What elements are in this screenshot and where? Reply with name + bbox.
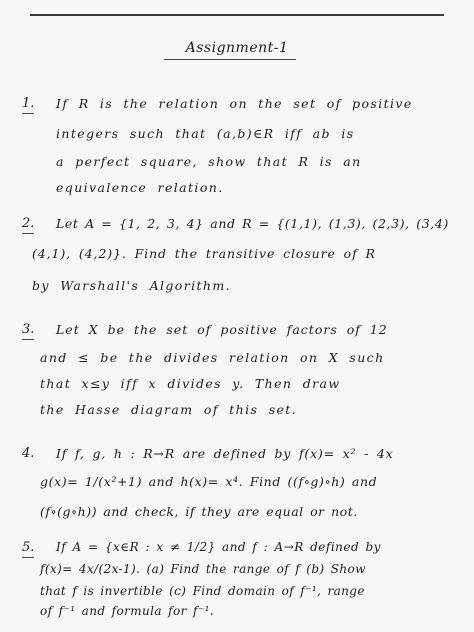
page-title: Assignment-1 bbox=[185, 40, 289, 56]
question-number: 5. bbox=[22, 540, 35, 555]
question-text-line: by Warshall's Algorithm. bbox=[32, 278, 231, 293]
question-text-line: Let A = {1, 2, 3, 4} and R = {(1,1), (1,3), (2,3), (3,4) bbox=[56, 216, 449, 231]
question-text-line: f(x)= 4x/(2x-1). (a) Find the range of f (b) Show bbox=[40, 562, 366, 576]
question-text-line: the Hasse diagram of this set. bbox=[40, 402, 298, 417]
question-number-underline bbox=[22, 233, 34, 234]
question-text-line: g(x)= 1/(x²+1) and h(x)= x⁴. Find ((f∘g)∘h) and bbox=[40, 474, 378, 489]
question-text-line: equivalence relation. bbox=[56, 180, 224, 195]
question-text-line: If R is the relation on the set of positive bbox=[56, 96, 413, 111]
question-text-line: (f∘(g∘h)) and check, if they are equal or not. bbox=[40, 504, 358, 519]
question-text-line: and ≤ be the divides relation on X such bbox=[40, 350, 385, 365]
question-number: 2. bbox=[22, 216, 35, 231]
question-text-line: of f⁻¹ and formula for f⁻¹. bbox=[40, 604, 214, 618]
question-text-line: that x≤y iff x divides y. Then draw bbox=[40, 376, 341, 391]
question-number-underline bbox=[22, 339, 34, 340]
question-number: 4. bbox=[22, 446, 35, 461]
question-text-line: Let X be the set of positive factors of 12 bbox=[56, 322, 388, 337]
question-text-line: If f, g, h : R→R are defined by f(x)= x² - 4x bbox=[56, 446, 394, 461]
question-number: 1. bbox=[22, 96, 35, 111]
question-text-line: that f is invertible (c) Find domain of f⁻¹, range bbox=[40, 584, 365, 598]
question-text-line: integers such that (a,b)∈R iff ab is bbox=[56, 126, 355, 141]
top-border-line bbox=[30, 14, 444, 16]
question-text-line: (4,1), (4,2)}. Find the transitive closure of R bbox=[32, 246, 376, 261]
title-underline bbox=[164, 59, 296, 60]
question-text-line: If A = {x∈R : x ≠ 1/2} and f : A→R defined by bbox=[56, 540, 381, 554]
question-text-line: a perfect square, show that R is an bbox=[56, 154, 362, 169]
question-number: 3. bbox=[22, 322, 35, 337]
question-number-underline bbox=[22, 113, 34, 114]
question-number-underline bbox=[22, 557, 34, 558]
